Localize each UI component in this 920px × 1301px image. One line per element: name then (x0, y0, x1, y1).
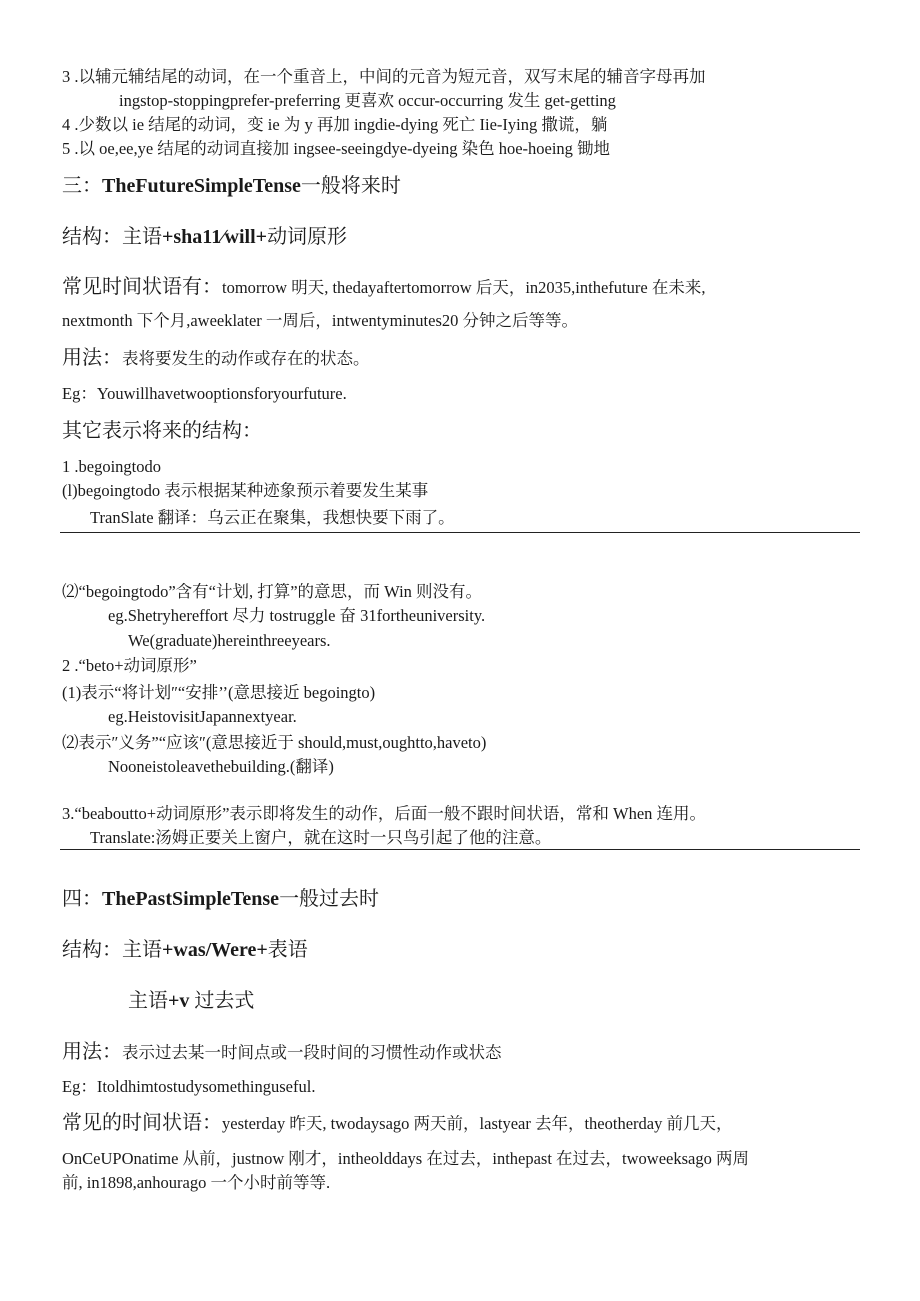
future-heading-title: TheFutureSimpleTense (102, 175, 301, 197)
future-s1-example2: We(graduate)hereinthreeyears. (128, 631, 331, 650)
past-structure-prefix: 结构：主语 (62, 939, 162, 961)
future-s1-title: 1 .begoingtodo (62, 457, 161, 476)
future-example: Eg：Youwillhavetwooptionsforyourfuture. (62, 384, 347, 403)
answer-line (60, 849, 860, 850)
past-heading-suffix: 一般过去时 (279, 888, 380, 910)
past-heading (62, 887, 379, 911)
future-usage-label: 用法： (62, 347, 122, 369)
future-adverbials-line1 (62, 275, 705, 299)
past-structure2-formula: +v (168, 990, 190, 1012)
future-s2-example1: eg.HeistovisitJapannextyear. (108, 707, 297, 726)
future-s1-example1: eg.Shetryhereffort 尽力 tostruggle 奋 31fortheuniversity. (108, 606, 486, 625)
future-heading-suffix: 一般将来时 (300, 175, 401, 197)
future-usage (62, 346, 370, 370)
future-s1-translate: TranSlate 翻译：乌云正在聚集，我想快要下雨了。 (90, 508, 455, 527)
past-usage-text: 表示过去某一时间点或一段时间的习惯性动作或状态 (122, 1043, 502, 1062)
past-heading-title: ThePastSimpleTense (102, 888, 280, 910)
future-structure-prefix: 结构：主语 (62, 226, 162, 248)
future-structure (62, 225, 347, 249)
rule-item-3-line1: 3 .以辅元辅结尾的动词，在一个重音上，中间的元音为短元音，双写末尾的辅音字母再加 (62, 67, 706, 86)
future-adverbials-label: 常见时间状语有： (62, 276, 222, 298)
future-structure-suffix: 动词原形 (267, 226, 348, 248)
past-adverbials-line2: OnCeUPOnatime 从前，justnow 刚才，intheolddays 在过去，inthepast 在过去，twoweeksago 两周 (62, 1149, 749, 1168)
future-s3-line: 3.“beaboutto+动词原形”表示即将发生的动作，后面一般不跟时间状语，常和 When 连用。 (62, 804, 707, 823)
past-structure-2 (128, 989, 254, 1013)
future-s2-title: 2 .“beto+动词原形” (62, 656, 197, 675)
past-heading-prefix: 四： (62, 888, 102, 910)
future-usage-text: 表将要发生的动作或存在的状态。 (122, 349, 370, 368)
future-other-structures-label: 其它表示将来的结构： (62, 420, 262, 442)
future-adverbials-line2: nextmonth 下个月,aweeklater 一周后，intwentyminutes20 分钟之后等等。 (62, 311, 579, 330)
future-s2-point2: ⑵表示″义务”“应该″(意思接近于 should,must,oughtto,haveto) (62, 733, 487, 752)
past-adverbials-text1: yesterday 昨天, twodaysago 两天前，lastyear 去年，theotherday 前几天， (222, 1114, 733, 1133)
rule-item-3-line2: ingstop-stoppingprefer-preferring 更喜欢 occur-occurring 发生 get-getting (119, 91, 616, 110)
past-adverbials-label: 常见的时间状语： (62, 1112, 222, 1134)
future-s1-point2: ⑵“begoingtodo”含有“计划, 打算”的意思，而 Win 则没有。 (62, 582, 483, 601)
future-s2-example2: Nooneistoleavethebuilding.(翻译) (108, 757, 334, 776)
rule-item-5: 5 .以 oe,ee,ye 结尾的动词直接加 ingsee-seeingdye-dyeing 染色 hoe-hoeing 锄地 (62, 139, 611, 158)
past-structure2-prefix: 主语 (128, 990, 168, 1012)
future-structure-formula: +sha11∕will+ (162, 226, 268, 248)
past-adverbials-line3: 前, in1898,anhourago 一个小时前等等. (62, 1173, 331, 1192)
future-heading-prefix: 三： (62, 175, 102, 197)
past-usage-label: 用法： (62, 1041, 122, 1063)
future-s3-translate: Translate:汤姆正要关上窗户，就在这时一只鸟引起了他的注意。 (90, 828, 552, 847)
future-s1-point1: (l)begoingtodo 表示根据某种迹象预示着要发生某事 (62, 481, 429, 500)
future-heading (62, 174, 401, 198)
past-structure-formula: +was/Were+ (162, 939, 268, 961)
past-structure2-suffix: 过去式 (189, 990, 255, 1012)
past-usage (62, 1040, 502, 1064)
answer-line (60, 532, 860, 533)
rule-item-4: 4 .少数以 ie 结尾的动词，变 ie 为 y 再加 ingdie-dying 死亡 Iie-Iying 撒谎，躺 (62, 115, 608, 134)
past-example: Eg：Itoldhimtostudysomethinguseful. (62, 1077, 316, 1096)
past-structure-suffix: 表语 (267, 939, 308, 961)
past-structure (62, 938, 308, 962)
past-adverbials-line1 (62, 1111, 732, 1135)
future-s2-point1: (1)表示“将计划″“安排’’(意思接近 begoingto) (62, 683, 376, 702)
future-adverbials-text1: tomorrow 明天, thedayaftertomorrow 后天，in2035,inthefuture 在未来, (222, 278, 706, 297)
